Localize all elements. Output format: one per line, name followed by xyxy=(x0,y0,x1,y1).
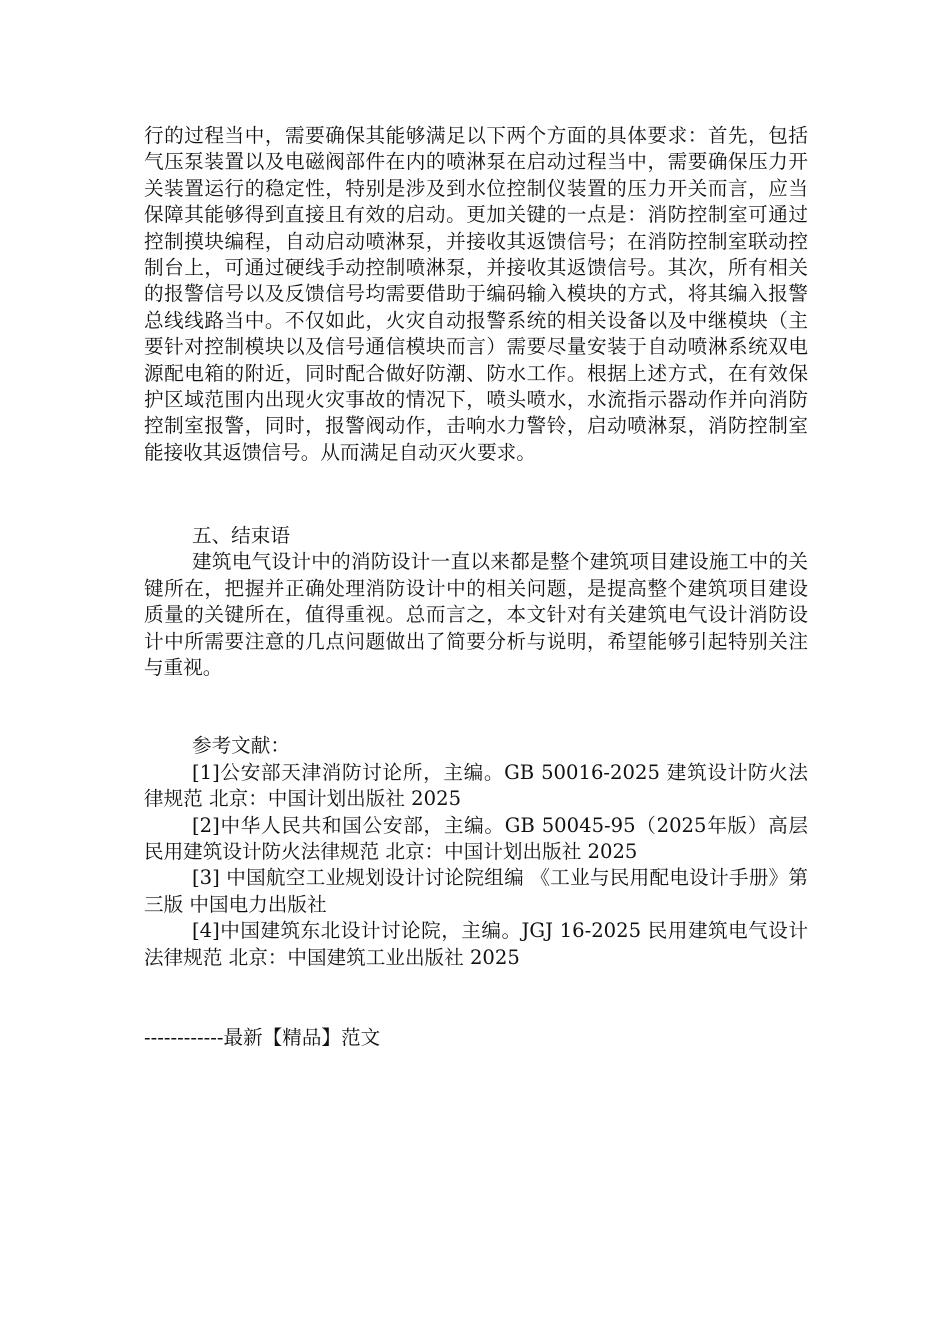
reference-item-2: [2]中华人民共和国公安部，主编。GB 50045-95（2025年版）高层民用建筑设计防火法律规范 北京：中国计划出版社 2025 xyxy=(144,813,808,864)
document-page xyxy=(144,123,808,1071)
body-paragraph: 行的过程当中，需要确保其能够满足以下两个方面的具体要求：首先，包括气压泵装置以及电磁阀部件在内的喷淋泵在启动过程当中，需要确保压力开关装置运行的稳定性，特别是涉及到水位控制仪装置的压力开关而言，应当保障其能够得到直接且有效的启动。更加关键的一点是：消防控制室可通过控制摸块编程，自动启动喷淋泵，并接收其返馈信号；在消防控制室联动控制台上，可通过硬线手动控制喷淋泵，并接收其返馈信号。其次，所有相关的报警信号以及反馈信号均需要借助于编码输入模块的方式，将其编入报警总线线路当中。不仅如此，火灾自动报警系统的相关设备以及中继模块（主要针对控制模块以及信号通信模块而言）需要尽量安装于自动喷淋系统双电源配电箱的附近，同时配合做好防潮、防水工作。根据上述方式，在有效保护区域范围内出现火灾事故的情况下，喷头喷水，水流指示器动作并向消防控制室报警，同时，报警阀动作，击响水力警铃，启动喷淋泵，消防控制室能接收其返馈信号。从而满足自动灭火要求。 xyxy=(144,124,808,464)
footer-text: ------------最新【精品】范文 xyxy=(144,1026,381,1050)
reference-item-3: [3] 中国航空工业规划设计讨论院组编 《工业与民用配电设计手册》第三版 中国电力出版社 xyxy=(144,866,808,916)
reference-item-4: [4]中国建筑东北设计讨论院，主编。JGJ 16-2025 民用建筑电气设计法律规范 北京：中国建筑工业出版社 2025 xyxy=(144,919,808,969)
reference-item-1: [1]公安部天津消防讨论所，主编。GB 50016-2025 建筑设计防火法律规范 北京：中国计划出版社 2025 xyxy=(144,760,808,811)
section-heading: 五、结束语 xyxy=(192,524,290,547)
references-title: 参考文献： xyxy=(192,734,290,758)
conclusion-paragraph: 建筑电气设计中的消防设计一直以来都是整个建筑项目建设施工中的关键所在，把握并正确处理消防设计中的相关问题，是提高整个建筑项目建设质量的关键所在，值得重视。总而言之，本文针对有关建筑电气设计消防设计中所需要注意的几点问题做出了简要分析与说明，希望能够引起特别关注与重视。 xyxy=(144,550,808,680)
